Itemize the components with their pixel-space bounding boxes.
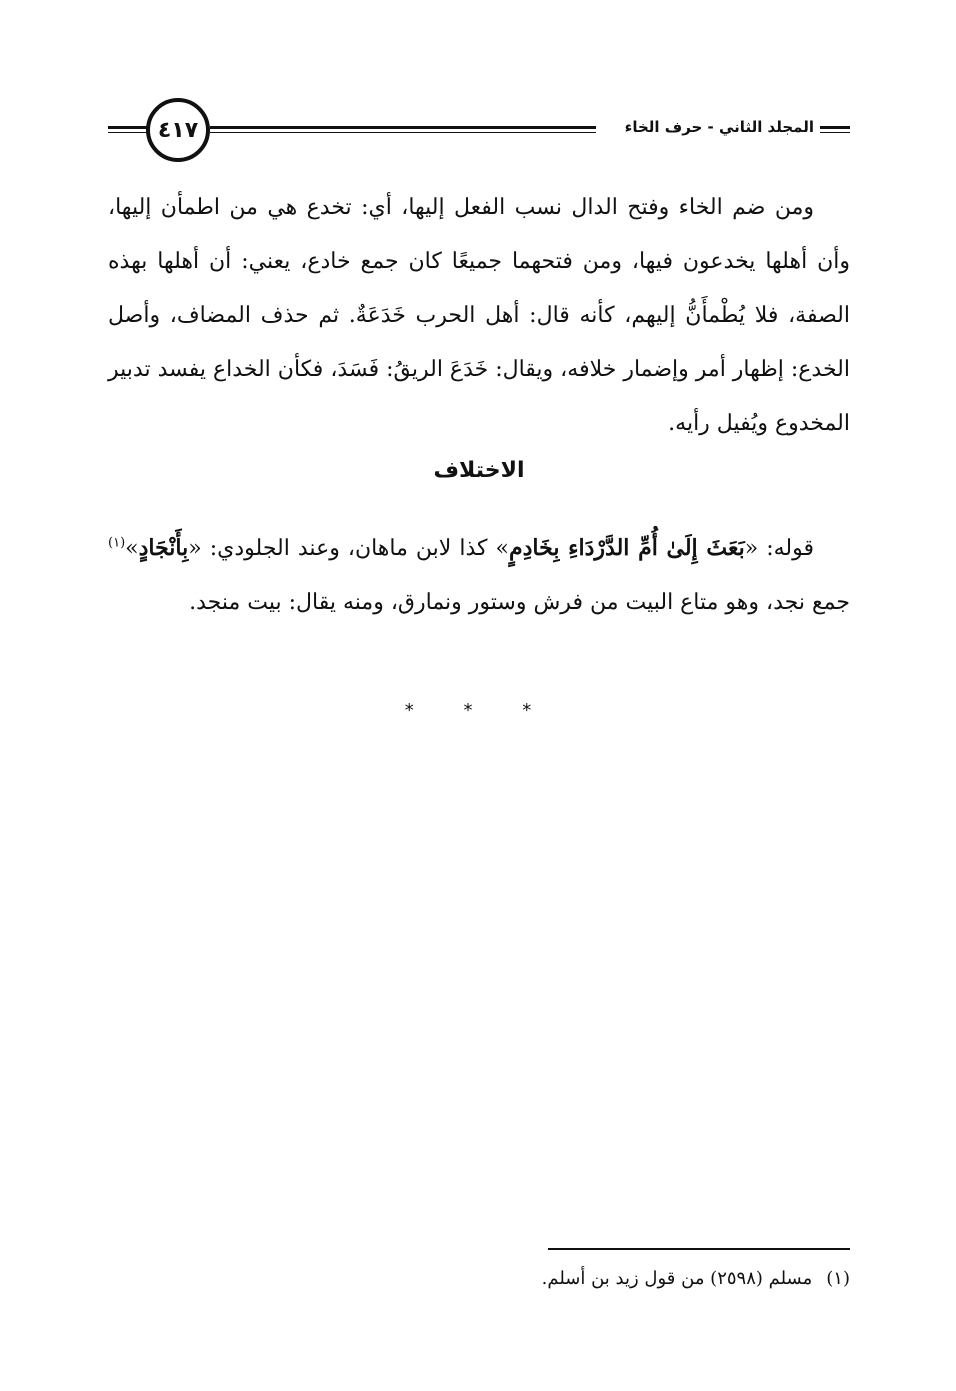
footnote-marker: (١) <box>108 535 126 551</box>
body-paragraph-2 <box>108 521 850 630</box>
footnote-divider <box>548 1248 850 1250</box>
paragraph-2-rest: جمع نجد، وهو متاع البيت من فرش وستور ونمارق، ومنه يقال: بيت منجد. <box>189 590 850 615</box>
variant-reading: بِأَنْجَادٍ <box>138 535 189 561</box>
header-rule-right <box>820 126 850 133</box>
header-rule-left <box>108 126 150 133</box>
paragraph-2-intro: قوله: « <box>744 536 814 561</box>
footnote <box>108 1268 850 1289</box>
header-rule-middle <box>210 126 596 133</box>
section-heading: الاختلاف <box>433 458 525 483</box>
section-separator: * * * <box>404 700 554 721</box>
paragraph-2-middle: » كذا لابن ماهان، وعند الجلودي: « <box>188 536 509 561</box>
page-number: ٤١٧ <box>146 98 210 162</box>
body-paragraph-1: ومن ضم الخاء وفتح الدال نسب الفعل إليها، أي: تخدع هي من اطمأن إليها، وأن أهلها يخدعون فيها، ومن فتحهما جميعًا كان جمع خادع، يعني: أن أهلها بهذه الصفة، فلا يُطْمأَنُّ إليهم، كأنه قال: أهل الحرب خَدَعَةٌ. ثم حذف المضاف، وأصل الخدع: إظهار أمر وإضمار خلافه، ويقال: خَدَعَ الريقُ: فَسَدَ، فكأن الخداع يفسد تدبير المخدوع ويُفيل رأيه. <box>108 195 850 436</box>
page-header <box>108 96 850 166</box>
footnote-text: مسلم (٢٥٩٨) من قول زيد بن أسلم. <box>541 1268 813 1289</box>
running-title: المجلد الثاني - حرف الخاء <box>624 118 814 136</box>
paragraph-2-close: » <box>125 536 139 561</box>
footnote-number: (١) <box>826 1268 850 1289</box>
hadith-quote: بَعَثَ إِلَىٰ أُمِّ الدَّرْدَاءِ بِخَادِمٍ <box>509 535 745 561</box>
